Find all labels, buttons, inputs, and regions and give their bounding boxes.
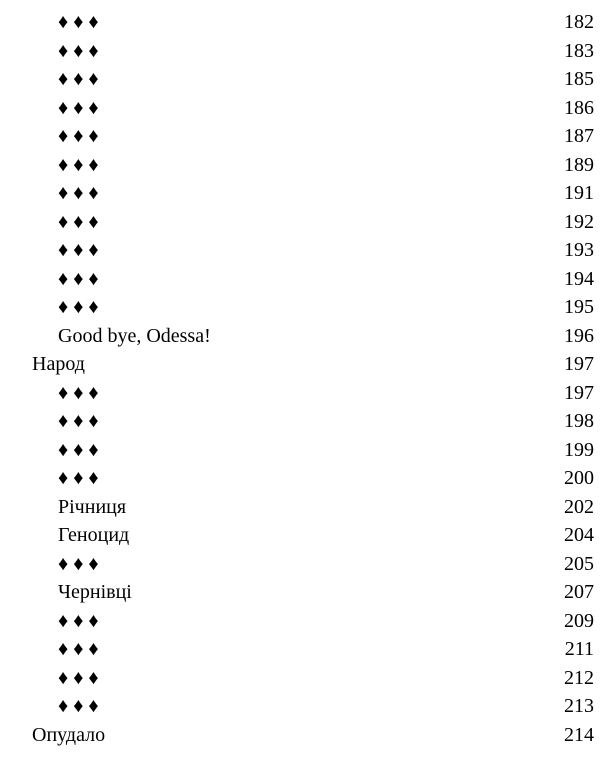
toc-page-number: 186 xyxy=(564,96,594,119)
toc-page-number: 196 xyxy=(564,324,594,347)
toc-ornament-title: ♦ ♦ ♦ xyxy=(58,96,99,119)
toc-entry xyxy=(0,265,600,294)
toc-page-number: 185 xyxy=(564,68,594,90)
toc-entry xyxy=(0,8,600,37)
toc-entry xyxy=(0,293,600,322)
toc-page-number: 214 xyxy=(564,723,594,746)
toc-page-number: 213 xyxy=(564,695,594,717)
toc-entry xyxy=(0,208,600,237)
toc-page-number: 192 xyxy=(564,210,594,233)
toc-entry xyxy=(0,521,600,550)
toc-page-number: 191 xyxy=(564,182,594,204)
toc-ornament-title: ♦ ♦ ♦ xyxy=(58,381,99,404)
toc-entry xyxy=(0,464,600,493)
toc-entry-title: Чернівці xyxy=(58,581,132,603)
toc-entry-title: Геноцид xyxy=(58,524,130,546)
toc-entry-title: Опудало xyxy=(32,723,106,746)
toc-entry xyxy=(0,65,600,94)
toc-page-number: 183 xyxy=(564,39,594,62)
toc-page-number: 207 xyxy=(564,581,594,603)
toc-entry xyxy=(0,407,600,436)
toc-ornament-title: ♦ ♦ ♦ xyxy=(58,125,99,147)
toc-entry xyxy=(0,493,600,522)
toc-ornament-title: ♦ ♦ ♦ xyxy=(58,182,99,204)
toc-ornament-title: ♦ ♦ ♦ xyxy=(58,438,99,461)
toc-page-number: 197 xyxy=(564,381,594,404)
toc-entry xyxy=(0,664,600,693)
toc-page-number: 205 xyxy=(564,552,594,575)
toc-ornament-title: ♦ ♦ ♦ xyxy=(58,638,99,660)
toc-ornament-title: ♦ ♦ ♦ xyxy=(58,210,99,233)
toc-ornament-title: ♦ ♦ ♦ xyxy=(58,296,99,318)
toc-entry xyxy=(0,151,600,180)
toc-page-number: 211 xyxy=(564,638,594,660)
toc-entry xyxy=(0,578,600,607)
toc-entry xyxy=(0,350,600,379)
toc-page-number: 195 xyxy=(564,296,594,318)
toc-ornament-title: ♦ ♦ ♦ xyxy=(58,609,99,632)
toc-page-number: 182 xyxy=(564,11,594,33)
toc-page-number: 200 xyxy=(564,467,594,489)
toc-entry-title: Річниця xyxy=(58,495,127,518)
toc-page-number: 212 xyxy=(564,666,594,689)
toc-entry xyxy=(0,692,600,721)
toc-entry-title: Good bye, Odessa! xyxy=(58,324,211,347)
toc-page-number: 189 xyxy=(564,153,594,176)
toc-entry-title: Народ xyxy=(32,353,85,375)
toc-entry xyxy=(0,94,600,123)
toc-ornament-title: ♦ ♦ ♦ xyxy=(58,153,99,176)
toc-ornament-title: ♦ ♦ ♦ xyxy=(58,11,99,33)
toc-ornament-title: ♦ ♦ ♦ xyxy=(58,695,99,717)
toc-page-number: 199 xyxy=(564,438,594,461)
toc-ornament-title: ♦ ♦ ♦ xyxy=(58,68,99,90)
toc-ornament-title: ♦ ♦ ♦ xyxy=(58,666,99,689)
toc-entry xyxy=(0,322,600,351)
toc-page-number: 202 xyxy=(564,495,594,518)
toc-ornament-title: ♦ ♦ ♦ xyxy=(58,467,99,489)
toc-ornament-title: ♦ ♦ ♦ xyxy=(58,267,99,290)
toc-entry xyxy=(0,379,600,408)
toc-page-number: 193 xyxy=(564,239,594,261)
toc-entry xyxy=(0,550,600,579)
toc-entry xyxy=(0,122,600,151)
toc-entry xyxy=(0,635,600,664)
toc-ornament-title: ♦ ♦ ♦ xyxy=(58,410,99,432)
toc-page-number: 209 xyxy=(564,609,594,632)
toc-ornament-title: ♦ ♦ ♦ xyxy=(58,552,99,575)
toc-entry xyxy=(0,179,600,208)
toc-entry xyxy=(0,721,600,750)
toc-ornament-title: ♦ ♦ ♦ xyxy=(58,39,99,62)
toc-page-number: 198 xyxy=(564,410,594,432)
toc-ornament-title: ♦ ♦ ♦ xyxy=(58,239,99,261)
toc-entry xyxy=(0,436,600,465)
toc-entry xyxy=(0,236,600,265)
toc-page-number: 197 xyxy=(564,353,594,375)
toc-page-number: 187 xyxy=(564,125,594,147)
toc-page-number: 204 xyxy=(564,524,594,546)
toc-entry xyxy=(0,37,600,66)
toc-entry xyxy=(0,607,600,636)
toc-page-number: 194 xyxy=(564,267,594,290)
